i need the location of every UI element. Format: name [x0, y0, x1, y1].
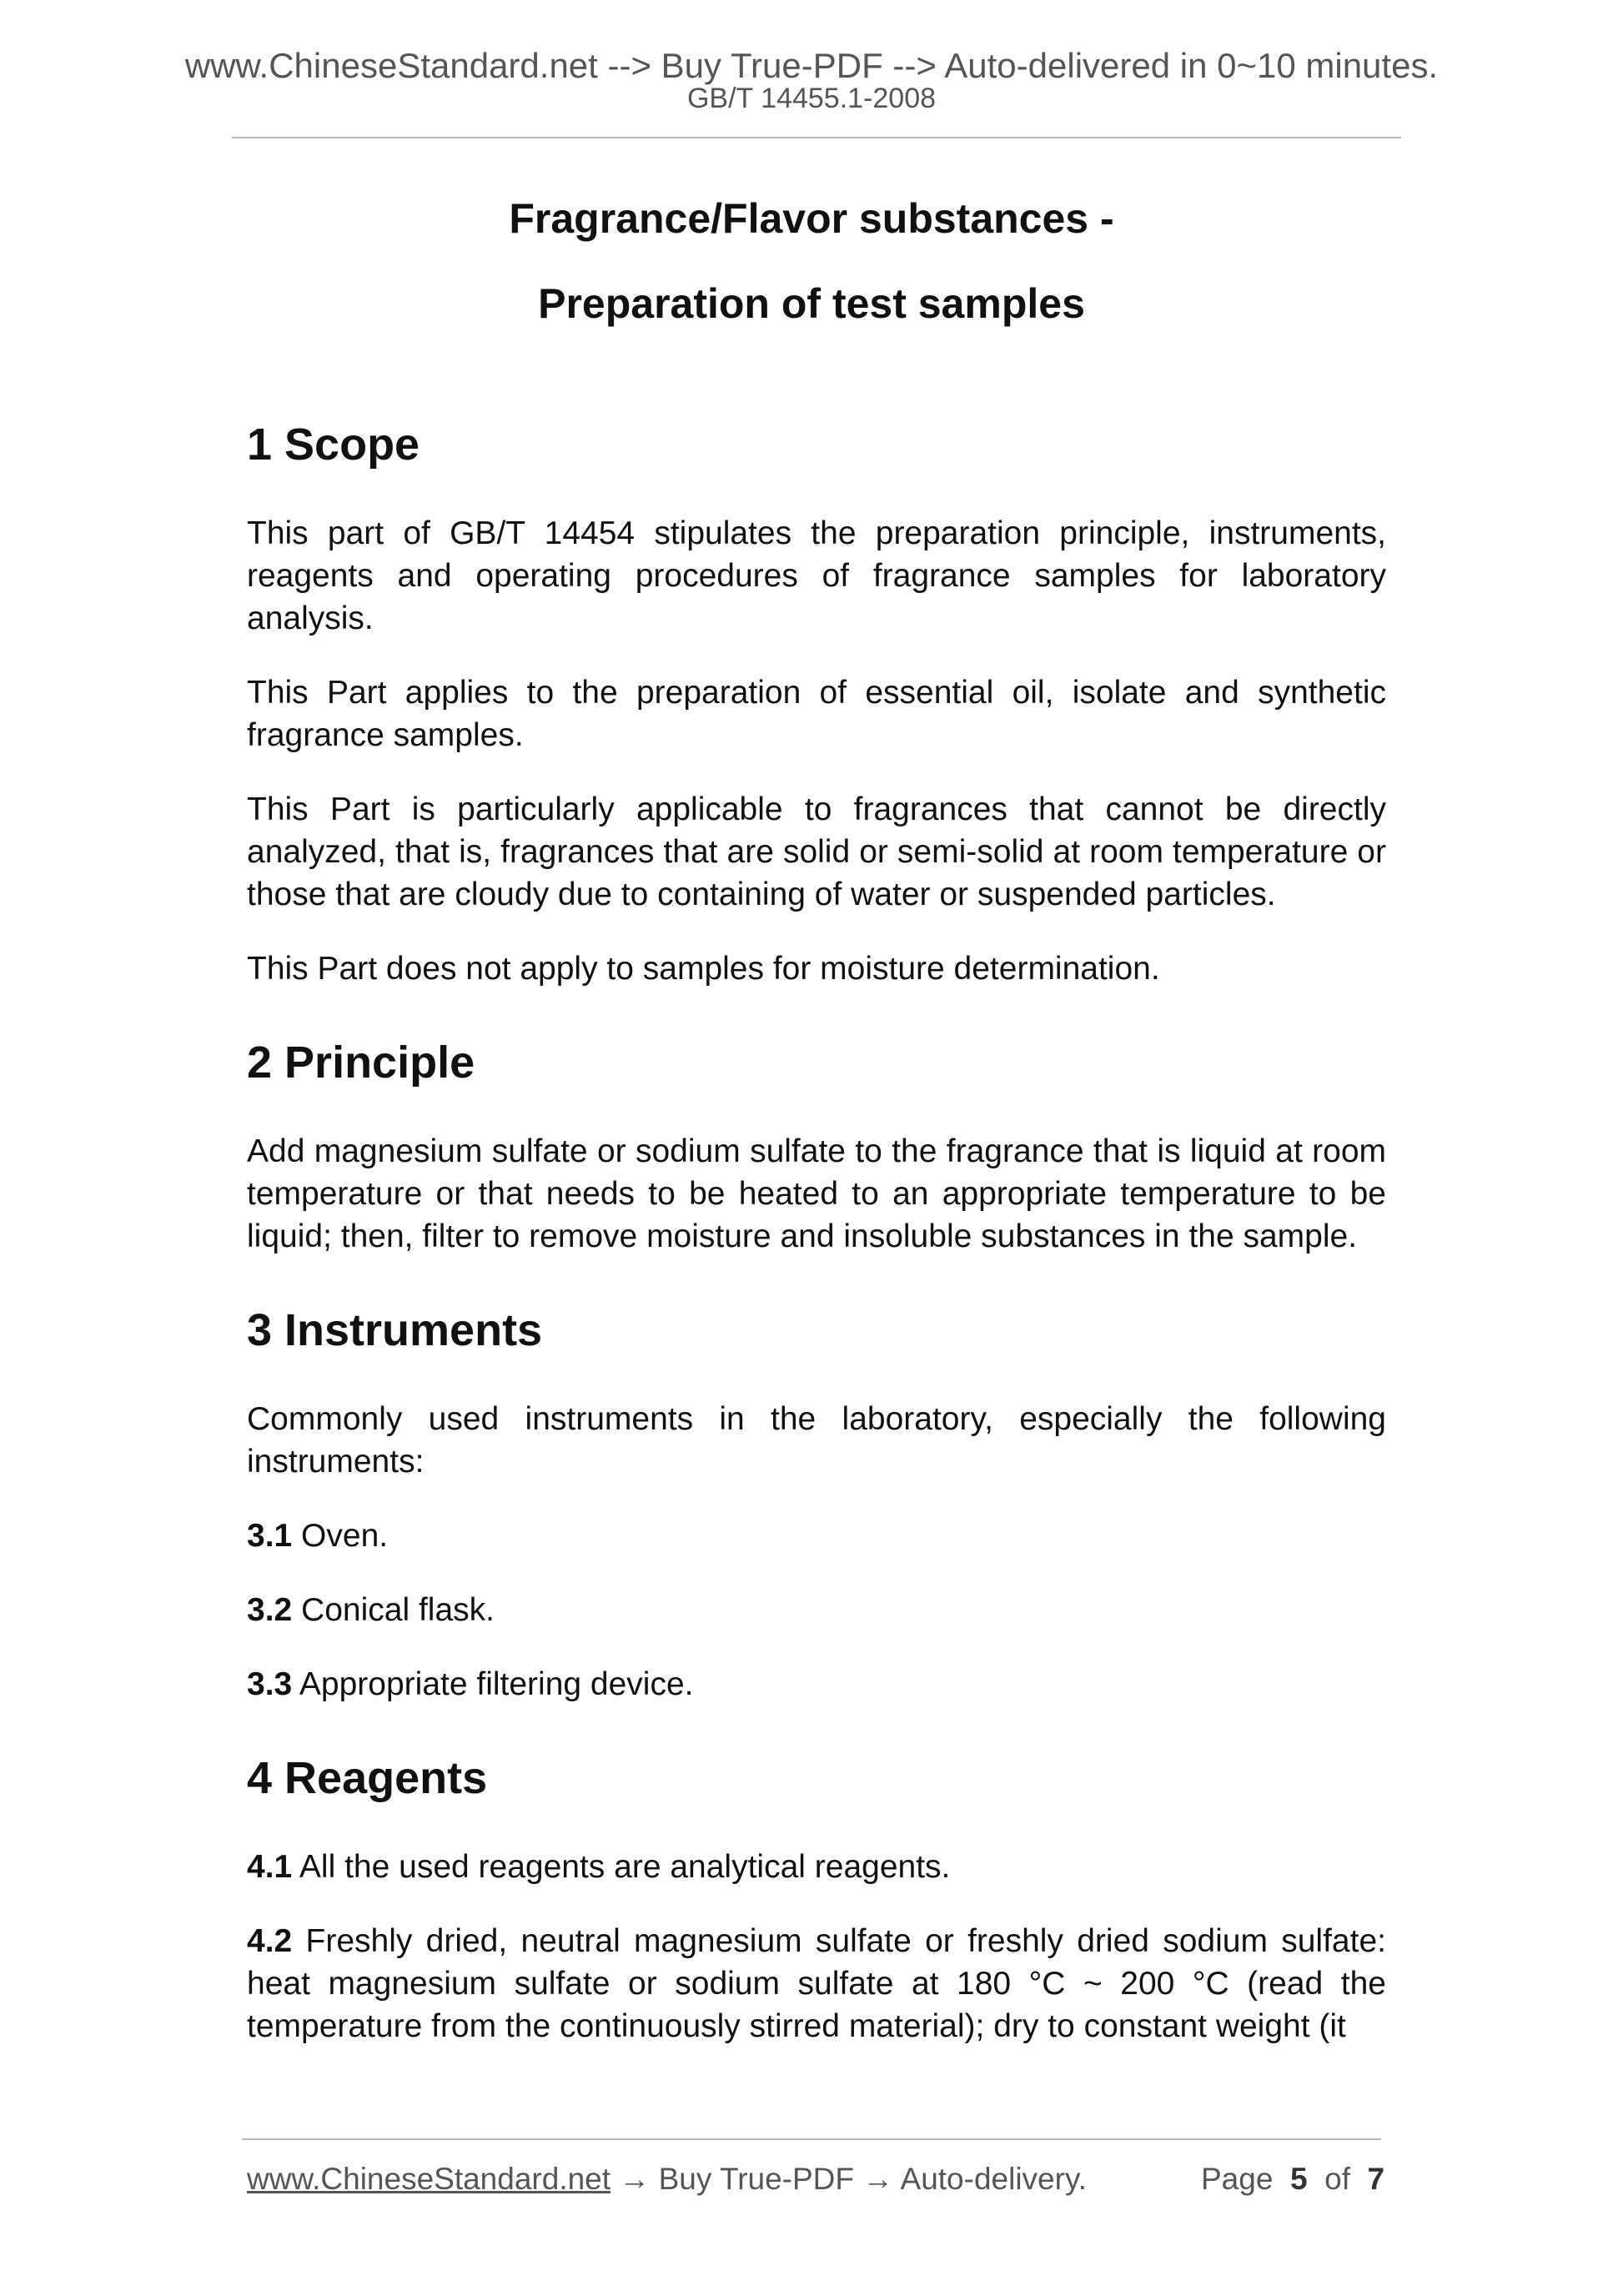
- footer-website-link[interactable]: www.ChineseStandard.net: [247, 2162, 611, 2196]
- section-heading-reagents: 4 Reagents: [247, 1753, 488, 1803]
- document-title-line-1: Fragrance/Flavor substances -: [509, 195, 1114, 242]
- instruments-paragraph: Commonly used instruments in the laboratory, especially the following instruments:: [247, 1401, 1386, 1480]
- instrument-item-3-2: [247, 1589, 1386, 1631]
- page-indicator: [1201, 2160, 1384, 2198]
- document-title-line-2: Preparation of test samples: [538, 280, 1085, 327]
- item-number: 4.1: [247, 1849, 293, 1885]
- scope-paragraph-1: This part of GB/T 14454 stipulates the preparation principle, instruments, reagents and operating procedures of fragrance samples for laboratory analysis.: [247, 515, 1386, 636]
- instrument-item-3-1: [247, 1515, 1386, 1557]
- item-number: 3.2: [247, 1592, 293, 1628]
- item-number: 3.1: [247, 1518, 293, 1554]
- footer-tagline: → Buy True-PDF → Auto-delivery.: [611, 2162, 1087, 2196]
- item-text: Appropriate filtering device.: [292, 1666, 694, 1702]
- page-label: Page: [1201, 2162, 1274, 2196]
- item-text: All the used reagents are analytical reagents.: [292, 1849, 951, 1885]
- scope-paragraph-3: This Part is particularly applicable to fragrances that cannot be directly analyzed, that is, fragrances that are solid or semi-solid at room temperature or those that are cloudy due to containing of water or suspended particles.: [247, 791, 1386, 912]
- document-code: GB/T 14455.1-2008: [686, 83, 937, 114]
- item-text: Conical flask.: [292, 1592, 495, 1628]
- instrument-item-3-3: [247, 1663, 1386, 1706]
- section-heading-instruments: 3 Instruments: [247, 1305, 543, 1355]
- item-number: 3.3: [247, 1666, 293, 1702]
- section-heading-scope: 1 Scope: [247, 420, 420, 470]
- page-total: 7: [1367, 2162, 1385, 2196]
- item-text: Freshly dried, neutral magnesium sulfate or freshly dried sodium sulfate: heat magnesium sulfate or sodium sulfate at 180 °C ~ 200 °C (read the temperature from the continuously stirred material); dry to constant weight (it: [247, 1923, 1386, 2044]
- reagent-item-4-2: [247, 1920, 1386, 2047]
- top-banner: www.ChineseStandard.net --> Buy True-PDF --> Auto-delivered in 0~10 minutes.: [184, 46, 1439, 85]
- reagent-item-4-1: [247, 1846, 1386, 1888]
- footer-divider: [242, 2138, 1381, 2140]
- item-text: Oven.: [292, 1518, 389, 1554]
- section-heading-principle: 2 Principle: [247, 1037, 475, 1088]
- scope-paragraph-4: This Part does not apply to samples for moisture determination.: [247, 951, 1160, 987]
- page-number: 5: [1289, 2162, 1308, 2196]
- document-body: [247, 417, 1386, 2079]
- footer-left: [247, 2160, 1087, 2198]
- of-label: of: [1324, 2162, 1350, 2196]
- principle-paragraph: Add magnesium sulfate or sodium sulfate to the fragrance that is liquid at room temperature or that needs to be heated to an appropriate temperature to be liquid; then, filter to remove moisture and insoluble substances in the sample.: [247, 1133, 1386, 1254]
- scope-paragraph-2: This Part applies to the preparation of essential oil, isolate and synthetic fragrance samples.: [247, 675, 1386, 753]
- header-divider: [232, 137, 1401, 138]
- item-number: 4.2: [247, 1923, 293, 1959]
